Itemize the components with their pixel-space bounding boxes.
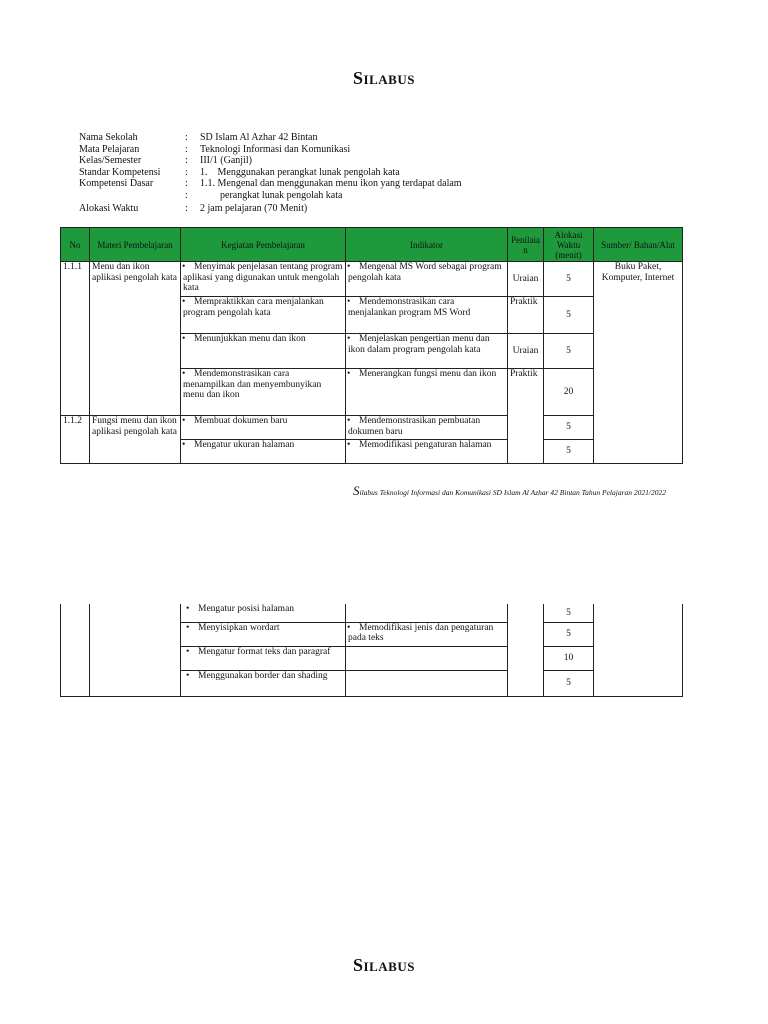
info-row-basic-competence xyxy=(79,178,599,201)
info-label: Mata Pelajaran xyxy=(79,143,140,155)
info-row-class xyxy=(79,155,599,167)
cell-alokasi: 20 xyxy=(544,369,594,416)
cell-kegiatan: • Mempraktikkan cara menjalankan program pengolah kata xyxy=(181,297,346,334)
page-footer xyxy=(353,483,666,499)
header-sumber: Sumber/ Bahan/Alat xyxy=(594,228,683,262)
table-row xyxy=(61,416,683,440)
info-value: 1. Menggunakan perangkat lunak pengolah kata xyxy=(200,166,400,178)
info-value xyxy=(200,178,599,201)
info-colon: : : xyxy=(185,178,188,201)
info-label: Nama Sekolah xyxy=(79,132,138,143)
page-title-next: Silabus xyxy=(353,955,415,975)
cell-materi: Menu dan ikon aplikasi pengolah kata xyxy=(90,262,181,416)
cell-kegiatan: • Menggunakan border dan shading xyxy=(181,670,346,696)
cell-indikator: • Mendemonstrasikan pembuatan dokumen baru xyxy=(346,416,508,440)
cell-kegiatan: • Membuat dokumen baru xyxy=(181,416,346,440)
cell-no: 1.1.1 xyxy=(61,262,90,416)
cell-kegiatan: • Menyisipkan wordart xyxy=(181,622,346,646)
header-alokasi: Alokasi Waktu (menit) xyxy=(544,228,594,262)
cell-sumber xyxy=(594,604,683,696)
cell-alokasi: 10 xyxy=(544,646,594,670)
header-materi: Materi Pembelajaran xyxy=(90,228,181,262)
info-colon: : xyxy=(185,155,188,166)
table-row xyxy=(61,262,683,297)
info-colon: : xyxy=(185,132,188,143)
cell-materi: Fungsi menu dan ikon aplikasi pengolah kata xyxy=(90,416,181,464)
header-penilaian: Penilaian xyxy=(508,228,544,262)
cell-no xyxy=(61,604,90,696)
footer-initial: S xyxy=(353,483,360,498)
cell-indikator xyxy=(346,670,508,696)
info-row-subject xyxy=(79,144,599,156)
cell-alokasi: 5 xyxy=(544,622,594,646)
info-value: Teknologi Informasi dan Komunikasi xyxy=(200,143,351,155)
table-row xyxy=(61,604,683,622)
cell-penilaian xyxy=(508,604,544,696)
cell-kegiatan: • Mengatur posisi halaman xyxy=(181,604,346,622)
cell-sumber: Buku Paket, Komputer, Internet xyxy=(594,262,683,464)
info-colon: : xyxy=(185,166,188,178)
cell-indikator xyxy=(346,604,508,622)
info-value: III/1 (Ganjil) xyxy=(200,155,252,166)
cell-no: 1.1.2 xyxy=(61,416,90,464)
cell-penilaian: Uraian xyxy=(508,334,544,369)
cell-alokasi: 5 xyxy=(544,440,594,464)
syllabus-table xyxy=(60,227,683,464)
cell-kegiatan: • Mengatur ukuran halaman xyxy=(181,440,346,464)
cell-penilaian: Uraian xyxy=(508,262,544,297)
cell-alokasi: 5 xyxy=(544,334,594,369)
cell-indikator xyxy=(346,646,508,670)
info-value-line: perangkat lunak pengolah kata xyxy=(220,189,343,201)
cell-alokasi: 5 xyxy=(544,604,594,622)
cell-alokasi: 5 xyxy=(544,297,594,334)
info-value: SD Islam Al Azhar 42 Bintan xyxy=(200,132,318,143)
info-row-time xyxy=(79,203,599,215)
cell-indikator: • Memodifikasi jenis dan pengaturan pada teks xyxy=(346,622,508,646)
cell-kegiatan: • Menunjukkan menu dan ikon xyxy=(181,334,346,369)
cell-kegiatan: • Mendemonstrasikan cara menampilkan dan menyembunyikan menu dan ikon xyxy=(181,369,346,416)
info-label: Alokasi Waktu xyxy=(79,203,139,214)
syllabus-table-continued xyxy=(60,604,683,697)
info-colon: : xyxy=(185,143,188,155)
cell-materi xyxy=(90,604,181,696)
info-label: Kompetensi Dasar xyxy=(79,178,154,189)
info-label: Kelas/Semester xyxy=(79,155,142,166)
cell-penilaian: Praktik xyxy=(508,369,544,464)
info-colon: : xyxy=(185,203,188,214)
cell-indikator: • Menerangkan fungsi menu dan ikon xyxy=(346,369,508,416)
cell-indikator: • Mendemonstrasikan cara menjalankan program MS Word xyxy=(346,297,508,334)
info-value-line: 1.1. Mengenal dan menggunakan menu ikon yang terdapat dalam xyxy=(200,178,462,189)
header-kegiatan: Kegiatan Pembelajaran xyxy=(181,228,346,262)
footer-text: ilabus Teknologi Informasi dan Komunikasi SD Islam Al Azhar 42 Bintan Tahun Pelajaran 2021/2022 xyxy=(359,488,666,497)
cell-indikator: • Mengenal MS Word sebagai program pengolah kata xyxy=(346,262,508,297)
cell-alokasi: 5 xyxy=(544,416,594,440)
cell-indikator: • Memodifikasi pengaturan halaman xyxy=(346,440,508,464)
info-row-standard xyxy=(79,167,599,179)
cell-alokasi: 5 xyxy=(544,670,594,696)
info-label: Standar Kompetensi xyxy=(79,166,161,178)
table-header-row xyxy=(61,228,683,262)
cell-penilaian: Praktik xyxy=(508,297,544,334)
cell-kegiatan: • Mengatur format teks dan paragraf xyxy=(181,646,346,670)
info-value: 2 jam pelajaran (70 Menit) xyxy=(200,203,308,214)
cell-alokasi: 5 xyxy=(544,262,594,297)
header-indikator: Indikator xyxy=(346,228,508,262)
cell-indikator: • Menjelaskan pengertian menu dan ikon dalam program pengolah kata xyxy=(346,334,508,369)
syllabus-info xyxy=(79,132,599,215)
cell-kegiatan: • Menyimak penjelasan tentang program aplikasi yang digunakan untuk mengolah kata xyxy=(181,262,346,297)
info-row-school xyxy=(79,132,599,144)
page-title: Silabus xyxy=(353,68,415,88)
header-no: No xyxy=(61,228,90,262)
